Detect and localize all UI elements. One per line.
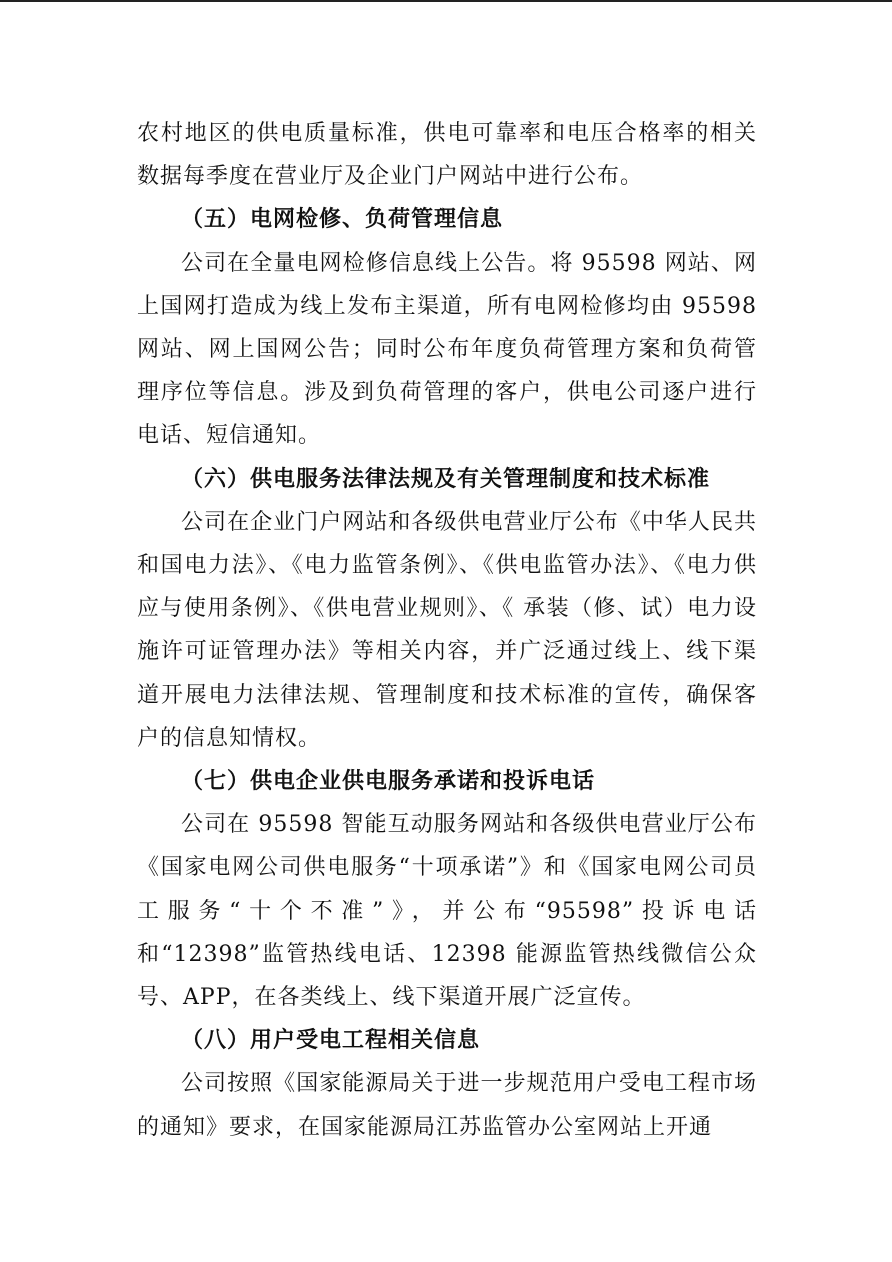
section-paragraph-7: 公司在 95598 智能互动服务网站和各级供电营业厅公布《国家电网公司供电服务“十项承诺”》和《国家电网公司员工服务“十个不准”》，并公布“95598”投诉电话和“12398”监管热线电话、12398 能源监管热线微信公众号、APP，在各类线上、线下渠道开展广泛宣传。 [137, 812, 757, 1011]
section-heading-7: （七）供电企业供电服务承诺和投诉电话 [181, 769, 596, 795]
section-paragraph-8: 公司按照《国家能源局关于进一步规范用户受电工程市场的通知》要求，在国家能源局江苏监管办公室网站上开通 [137, 1071, 757, 1140]
section-paragraph-5: 公司在全量电网检修信息线上公告。将 95598 网站、网上国网打造成为线上发布主渠道，所有电网检修均由 95598 网站、网上国网公告；同时公布年度负荷管理方案和负荷管理序位等信息。涉及到负荷管理的客户，供电公司逐户进行电话、短信通知。 [137, 250, 757, 449]
intro-paragraph: 农村地区的供电质量标准，供电可靠率和电压合格率的相关数据每季度在营业厅及企业门户网站中进行公布。 [137, 121, 757, 190]
section-paragraph-6: 公司在企业门户网站和各级供电营业厅公布《中华人民共和国电力法》、《电力监管条例》、《供电监管办法》、《电力供应与使用条例》、《供电营业规则》、《 承装（修、试）电力设施许可证管理办法》等相关内容，并广泛通过线上、线下渠道开展电力法律法规、管理制度和技术标准的宣传，确保客户的信息知情权。 [137, 509, 757, 751]
document-body [137, 112, 757, 1149]
section-heading-8: （八）用户受电工程相关信息 [181, 1028, 481, 1054]
section-heading-6: （六）供电服务法律法规及有关管理制度和技术标准 [181, 466, 711, 492]
section-heading-5: （五）电网检修、负荷管理信息 [181, 207, 504, 233]
top-border-line [0, 0, 892, 2]
